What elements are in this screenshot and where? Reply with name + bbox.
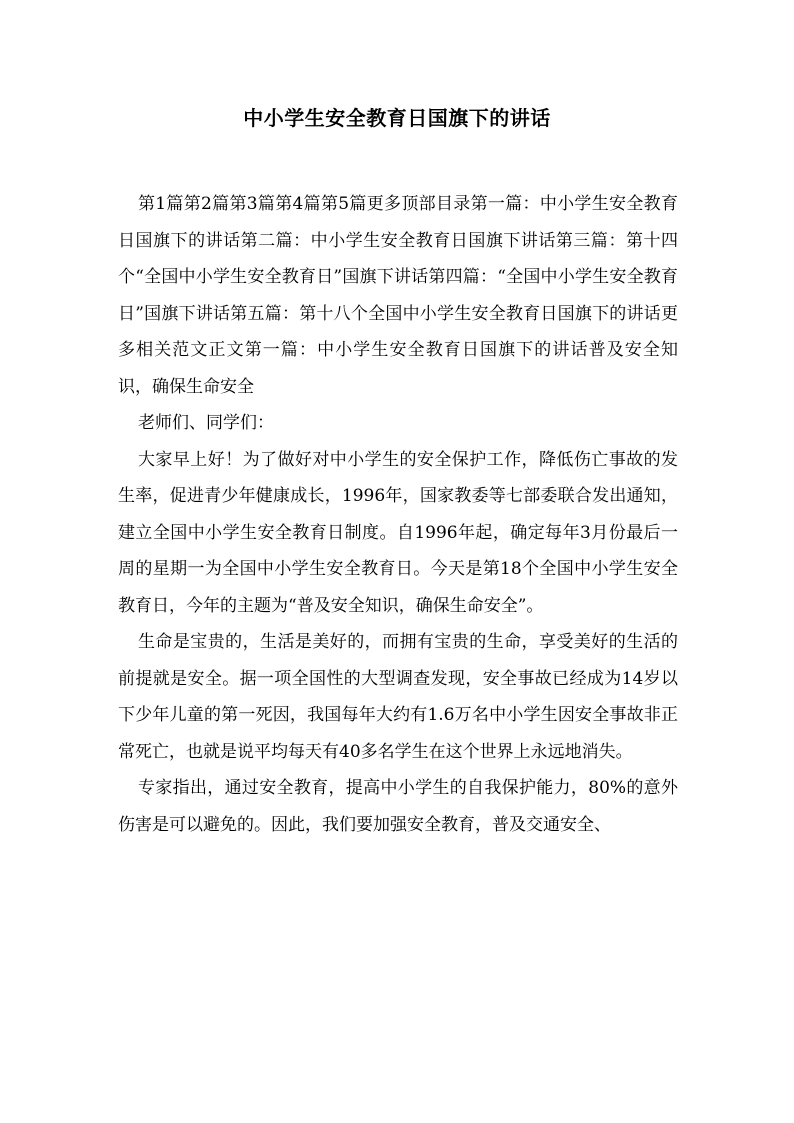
paragraph-expert-advice: 专家指出，通过安全教育，提高中小学生的自我保护能力，80%的意外伤害是可以避免的。因此，我们要加强安全教育，普及交通安全、 (118, 778, 678, 835)
paragraph-introduction: 大家早上好！为了做好对中小学生的安全保护工作，降低伤亡事故的发生率，促进青少年健康成长，1996年，国家教委等七部委联合发出通知，建立全国中小学生安全教育日制度。自1996年起，确定每年3月份最后一周的星期一为全国中小学生安全教育日。今天是第18个全国中小学生安全教育日，今年的主题为“普及安全知识，确保生命安全”。 (118, 449, 678, 616)
document-body (118, 186, 678, 843)
document-title: 中小学生安全教育日国旗下的讲话 (243, 106, 551, 130)
paragraph-salutation: 老师们、同学们： (138, 413, 274, 433)
paragraph-life-and-safety: 生命是宝贵的，生活是美好的，而拥有宝贵的生命，享受美好的生活的前提就是安全。据一项全国性的大型调查发现，安全事故已经成为14岁以下少年儿童的第一死因，我国每年大约有1.6万名中小学生因安全事故非正常死亡，也就是说平均每天有40多名学生在这个世界上永远地消失。 (118, 632, 678, 762)
paragraph-table-of-contents: 第1篇第2篇第3篇第4篇第5篇更多顶部目录第一篇：中小学生安全教育日国旗下的讲话第二篇：中小学生安全教育日国旗下讲话第三篇：第十四个“全国中小学生安全教育日”国旗下讲话第四篇：“全国中小学生安全教育日”国旗下讲话第五篇：第十八个全国中小学生安全教育日国旗下的讲话更多相关范文正文第一篇：中小学生安全教育日国旗下的讲话普及安全知识，确保生命安全 (118, 194, 678, 397)
